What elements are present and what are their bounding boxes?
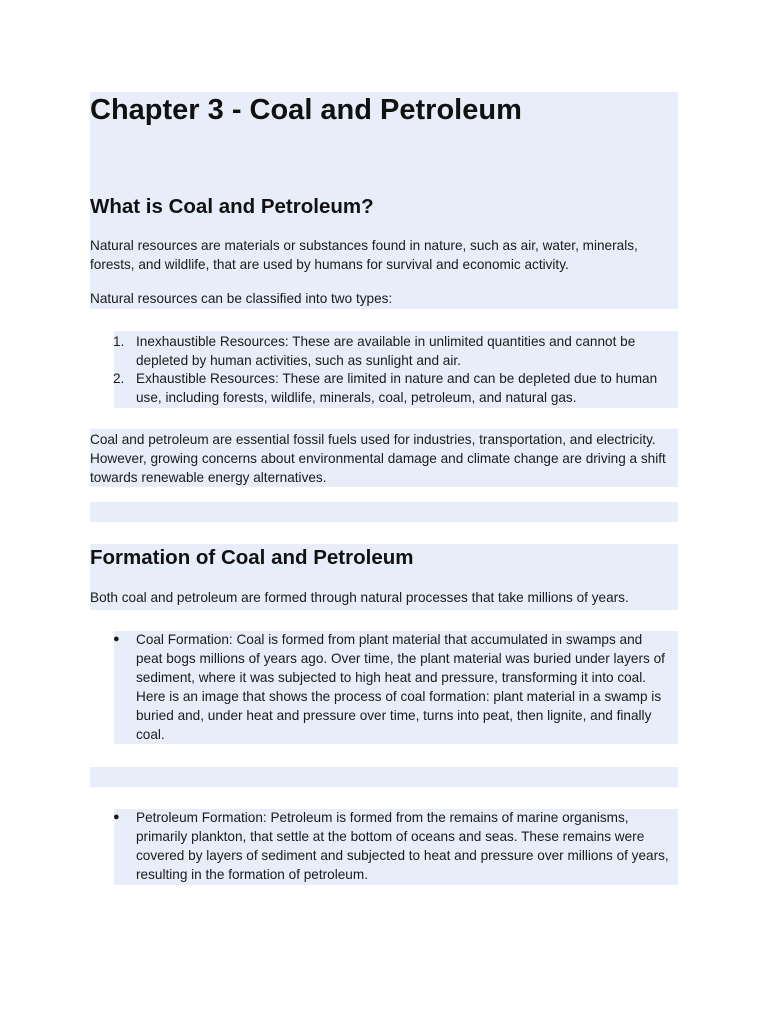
list-marker-2: 2.: [113, 371, 125, 386]
paragraph-fossil-fuels: Coal and petroleum are essential fossil fuels used for industries, transportation, and electricity. However, growing concerns about environmental damage and climate change are driving a shift towards renewable energy alternatives.: [90, 432, 666, 485]
highlight-block-empty-1: [90, 502, 678, 522]
paragraph-classification: Natural resources can be classified into two types:: [90, 291, 393, 306]
bullet-marker-petroleum: ●: [113, 811, 120, 823]
list-item-exhaustible: Exhaustible Resources: These are limited in nature and can be depleted due to human use, including forests, wildlife, minerals, coal, petroleum, and natural gas.: [136, 371, 658, 405]
paragraph-natural-resources: Natural resources are materials or substances found in nature, such as air, water, minerals, forests, and wildlife, that are used by humans for survival and economic activity.: [90, 238, 638, 272]
list-item-petroleum-formation: Petroleum Formation: Petroleum is formed from the remains of marine organisms, primarily plankton, that settle at the bottom of oceans and seas. These remains were covered by layers of sediment and subjected to heat and pressure over millions of years, resulting in the formation of petroleum.: [136, 810, 669, 882]
section-heading-formation: Formation of Coal and Petroleum: [90, 546, 414, 569]
page-title: Chapter 3 - Coal and Petroleum: [90, 94, 522, 126]
highlight-block-empty-2: [90, 767, 678, 787]
paragraph-formation-intro: Both coal and petroleum are formed through natural processes that take millions of years.: [90, 590, 629, 605]
bullet-marker-coal: ●: [113, 633, 120, 645]
list-item-inexhaustible: Inexhaustible Resources: These are available in unlimited quantities and cannot be depleted by human activities, such as sunlight and air.: [136, 334, 636, 368]
list-marker-1: 1.: [113, 334, 125, 349]
section-heading-what-is: What is Coal and Petroleum?: [90, 195, 374, 218]
list-item-coal-formation: Coal Formation: Coal is formed from plant material that accumulated in swamps and peat bogs millions of years ago. Over time, the plant material was buried under layers of sediment, where it was subjected to high heat and pressure, transforming it into coal. Here is an image that shows the process of coal formation: plant material in a swamp is buried and, under heat and pressure over time, turns into peat, then lignite, and finally coal.: [136, 632, 665, 742]
